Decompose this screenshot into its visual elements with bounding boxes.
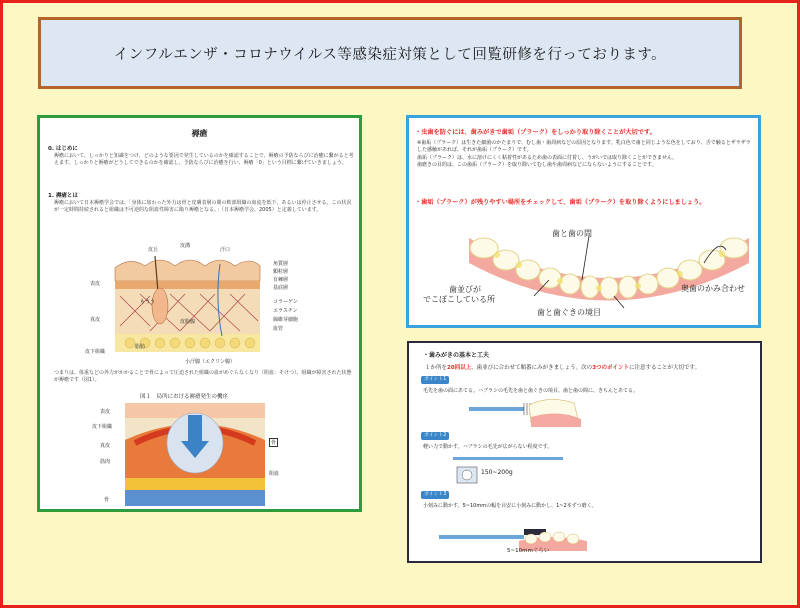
teeth-diagram [464, 208, 754, 320]
plaque-heading-2: ・歯垢（プラーク）が残りやすい場所をチェックして、歯垢（プラーク）を取り除くようにしましょう。 [415, 199, 706, 206]
section-intro-text: 褥瘡において、しっかりと知識をつけ、どのような要因で発生しているのかを確認することで、褥瘡の予防ならびに治癒に繋がると考えます。しっかりと褥瘡がどうしてできるのかを確認し、予防ならびに治癒を行い、褥瘡「0」という目標に繋げていきましょう。 [54, 153, 354, 166]
label-back-teeth: 奥歯のかみ合わせ [681, 284, 745, 293]
label-keratin: 角質層 [273, 261, 289, 267]
label-sweat-pore: 汗口 [220, 247, 231, 253]
brushing-intro-a: １か所を [425, 365, 448, 371]
point-1-badge: ポイント1 [421, 376, 449, 384]
label-vessel: 血管 [273, 326, 284, 332]
point-2-text: 軽い力で動かす。ハブラシの毛先が広がらない程度です。 [423, 444, 553, 450]
point-1-text: 毛先を歯の面にあてる。ハブラシの毛先を歯と歯ぐきの境目、歯と歯の間に、きちんとあてる。 [423, 388, 639, 394]
brushing-intro-c: に注意することが大切です。 [629, 365, 701, 371]
after-text: つまりは、体重などの外力がかかることで骨によって圧迫された組織の血がめぐらなくなり（阻血：そけつ）、組織が障害された状態が褥瘡です（図1）。 [54, 370, 352, 383]
fig-label-box: 骨 [271, 440, 277, 446]
brushing-intro [425, 363, 700, 371]
figure-caption: 図１ 局所における褥瘡発生の機序 [140, 394, 229, 400]
label-epidermis: 表皮 [90, 281, 101, 287]
point-3-text: 小刻みに動かす。5~10mmの幅を目安に小刻みに動かし、1~2本ずつ磨く。 [423, 503, 597, 509]
label-between-teeth: 歯と歯の間 [552, 229, 592, 238]
label-fibroblast: 線維芽細胞 [273, 317, 299, 323]
section-intro-heading: 0. はじめに [48, 146, 78, 152]
label-collagen: コラーゲン [273, 299, 298, 305]
label-crooked-teeth-a: 歯並びが [449, 285, 481, 294]
label-spinous: 有棘層 [273, 277, 289, 283]
plaque-panel [406, 115, 761, 328]
label-hair-root: もうう [140, 299, 156, 305]
skin-structure-diagram [110, 246, 270, 356]
label-crooked-teeth-b: でこぼこしている所 [423, 295, 495, 304]
fig-label-muscle: 筋肉 [100, 459, 111, 465]
point-2-badge: ポイント2 [421, 432, 449, 440]
banner-title: インフルエンザ・コロナウイルス等感染症対策として回覧研修を行っております。 [113, 46, 667, 63]
label-hair-ridge: 皮丘 [148, 247, 159, 253]
label-hair-groove: 皮溝 [180, 243, 191, 249]
pressure-mechanism-figure [125, 403, 265, 506]
plaque-note-2: 歯垢（プラーク）は、水に溶けにくく粘着性があるため歯の表面に付着し、うがいでは取り除くことができません。 [417, 155, 678, 161]
toothbrush-angle-illustration [469, 397, 589, 427]
label-subcutis: 皮下組織 [85, 349, 106, 355]
pressure-ulcer-document [37, 115, 362, 512]
brushing-intro-red: 20回以上 [447, 365, 472, 371]
label-fat: 脂肪 [135, 344, 146, 350]
brushing-panel [407, 341, 762, 563]
brushing-intro-red2: 3つのポイント [592, 365, 630, 371]
stroke-width-label: 5~10mmぐらい [507, 548, 550, 554]
label-elastin: エラスチン [273, 308, 298, 314]
banner [38, 17, 742, 89]
brushing-heading: ・歯みがきの基本と工夫 [423, 352, 490, 359]
section-definition-text: 褥瘡において日本褥瘡学会では、「身体に加わった外力は骨と皮膚表層の間の軟部組織の血流を低下、あるいは停止させる。この状況が一定時間持続されると組織は不可逆的な阻血性障害に陥り褥瘡となる。」（日本褥瘡学会、2005）と定義しています。 [54, 200, 352, 213]
fig-label-ischemia: 阻血 [269, 471, 280, 477]
label-dermis: 真皮 [90, 317, 101, 323]
fig-label-bone: 骨 [104, 497, 110, 503]
section-definition-heading: 1. 褥瘡とは [48, 193, 78, 199]
label-sebaceous: 皮脂腺 [180, 319, 196, 325]
point-3-badge: ポイント3 [421, 491, 449, 499]
brushing-intro-b: 、歯並びに合わせて順番にみがきましょう。次の [471, 365, 593, 371]
label-granular: 顆粒層 [273, 269, 289, 275]
brush-pressure: 150~200g [481, 469, 513, 476]
label-basal: 基底層 [273, 285, 289, 291]
plaque-note-1: ※歯垢（プラーク）は生きた細菌のかたまりで、むし歯・歯周病などの原因となります。乳白色で歯と同じような色をしており、舌で触るとザラザラした感触があれば、それが歯垢（プラーク）です。 [417, 140, 751, 153]
fig-label-subcutis: 皮下組織 [92, 424, 113, 430]
doc-title: 褥瘡 [191, 129, 208, 138]
fig-label-epidermis: 表皮 [100, 409, 111, 415]
plaque-note-3: 歯磨きの目的は、この歯垢（プラーク）を取り除いてむし歯や歯周病などにならないようにすることです。 [417, 162, 657, 168]
plaque-heading: ・虫歯を防ぐには、歯みがきで歯垢（プラーク）をしっかり取り除くことが大切です。 [415, 129, 656, 136]
fig-label-dermis: 真皮 [100, 443, 111, 449]
label-gumline: 歯と歯ぐきの境目 [537, 308, 601, 317]
label-sweat-gland: 小汗腺（エクリン腺） [185, 359, 236, 365]
